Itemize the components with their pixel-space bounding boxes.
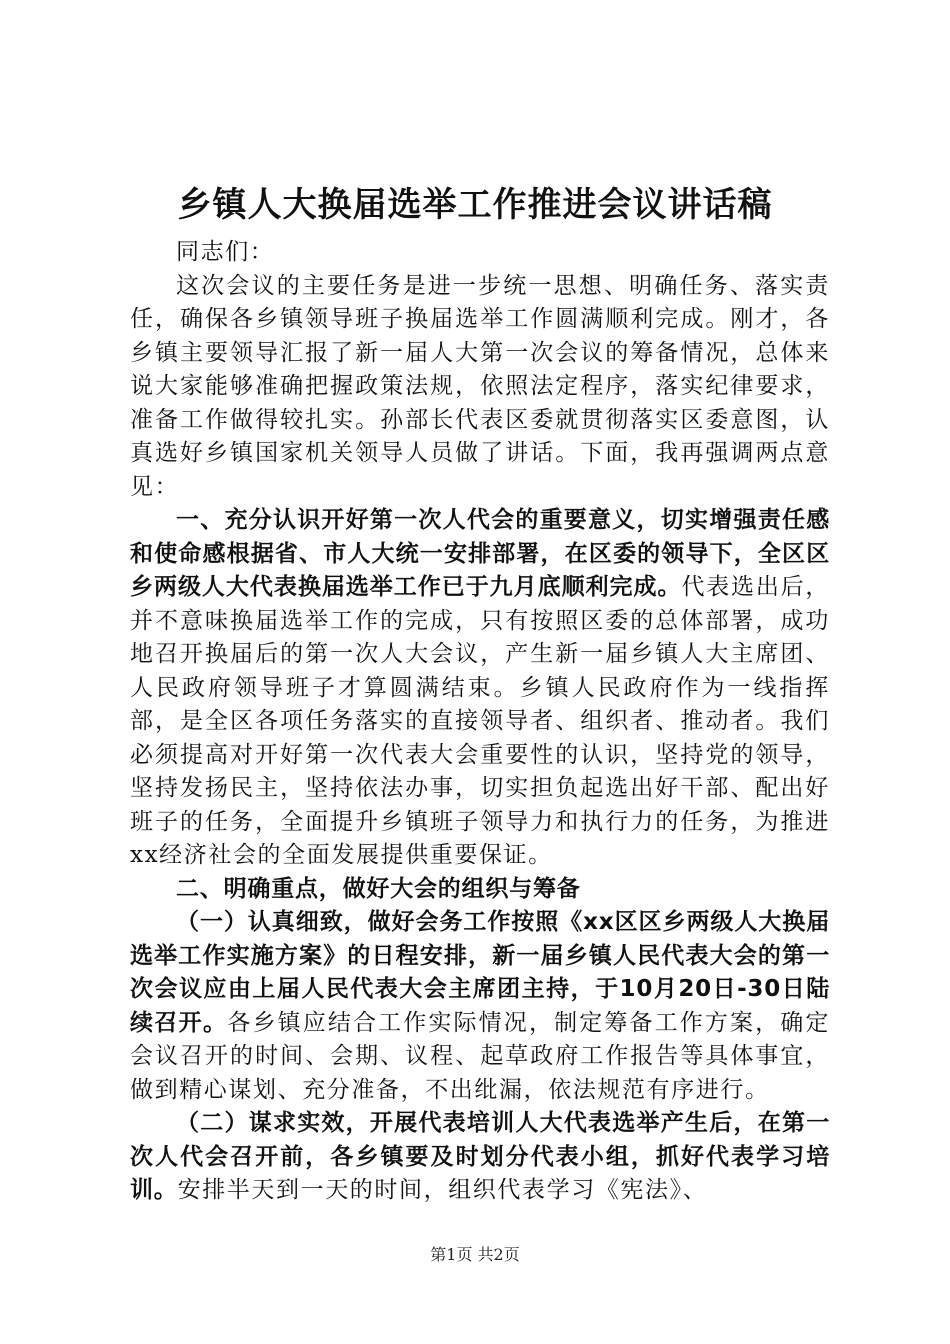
paragraph-section-2-heading bbox=[130, 873, 830, 907]
subsection-2-text: 安排半天到一天的时间，组织代表学习《宪法》、 bbox=[177, 1177, 708, 1203]
document-body bbox=[130, 236, 830, 1208]
paragraph-intro-text: 这次会议的主要任务是进一步统一思想、明确任务、落实责任，确保各乡镇领导班子换届选举工作圆满顺利完成。刚才，各乡镇主要领导汇报了新一届人大第一次会议的筹备情况，总体来说大家能够准确把握政策法规，依照法定程序，落实纪律要求，准备工作做得较扎实。孙部长代表区委就贯彻落实区委意图，认真选好乡镇国家机关领导人员做了讲话。下面，我再强调两点意见： bbox=[130, 272, 830, 500]
section-2-heading: 二、明确重点，做好大会的组织与筹备 bbox=[176, 875, 581, 902]
salutation: 同志们： bbox=[176, 239, 275, 265]
document-title: 乡镇人大换届选举工作推进会议讲话稿 bbox=[177, 185, 773, 225]
subsection-2-heading: （二）谋求实效，开展代表培训人大代表选举产生后，在第一次人代会召开前，各乡镇要及时划分代表小组，抓好代表学习培训。 bbox=[130, 1110, 830, 1203]
paragraph-subsection-2 bbox=[130, 1107, 830, 1208]
subsection-1-text: 各乡镇应结合工作实际情况，制定筹备工作方案，确定会议召开的时间、会期、议程、起草政府工作报告等具体事宜，做到精心谋划、充分准备，不出纰漏，依法规范有序进行。 bbox=[130, 1009, 831, 1103]
paragraph-subsection-1 bbox=[130, 906, 830, 1107]
page-number-footer: 第1页 共2页 bbox=[430, 1245, 520, 1264]
section-1-text: 代表选出后，并不意味换届选举工作的完成，只有按照区委的总体部署，成功地召开换届后的第一次人大会议，产生新一届乡镇人大主席团、人民政府领导班子才算圆满结束。乡镇人民政府作为一线指挥部，是全区各项任务落实的直接领导者、组织者、推动者。我们必须提高对开好第一次代表大会重要性的认识，坚持党的领导，坚持发扬民主，坚持依法办事，切实担负起选出好干部、配出好班子的任务，全面提升乡镇班子领导力和执行力的任务，为推进xx经济社会的全面发展提供重要保证。 bbox=[130, 574, 830, 868]
paragraph-intro bbox=[130, 270, 830, 505]
paragraph-section-1 bbox=[130, 504, 830, 873]
section-1-heading: 一、充分认识开好第一次人代会的重要意义，切实增强责任感和使命感根据省、市人大统一安排部署，在区委的领导下，全区区乡两级人大代表换届选举工作已于九月底顺利完成。 bbox=[130, 507, 830, 600]
subsection-1-heading: （一）认真细致，做好会务工作按照《xx区区乡两级人大换届选举工作实施方案》的日程安排，新一届乡镇人民代表大会的第一次会议应由上届人民代表大会主席团主持，于10月20日-30日陆续召开。 bbox=[130, 909, 830, 1036]
